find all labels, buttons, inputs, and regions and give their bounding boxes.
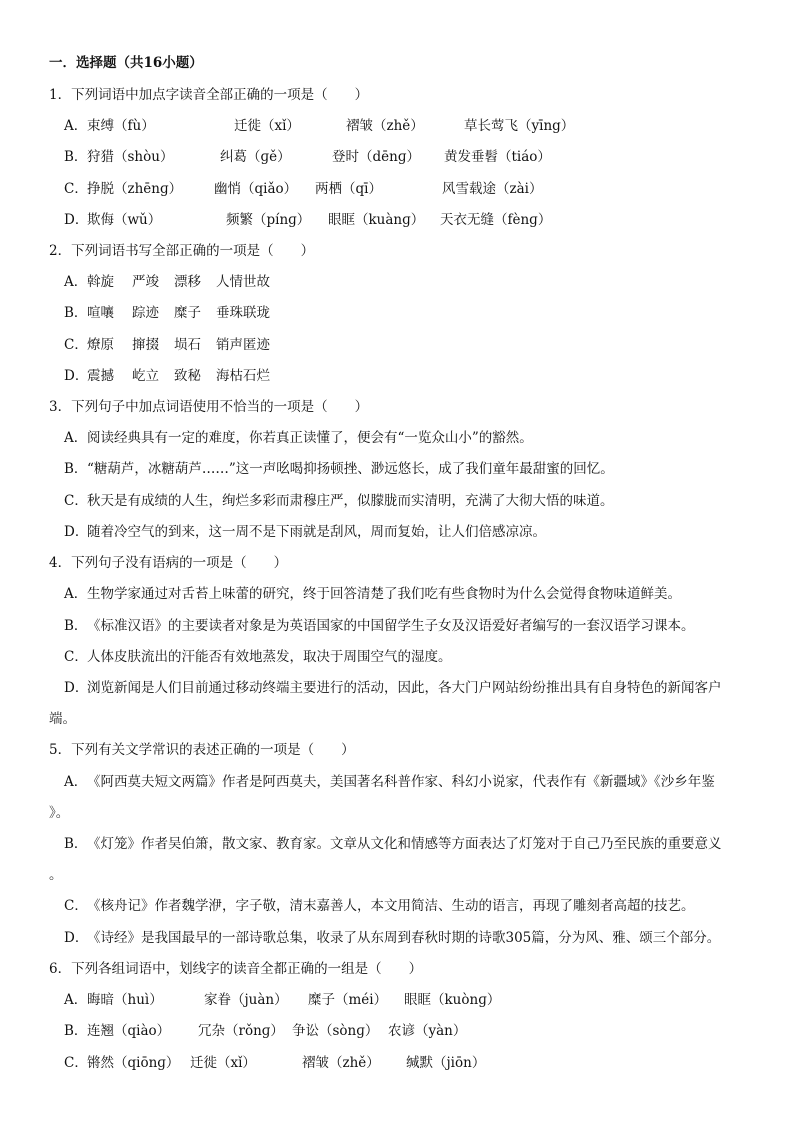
option-label: B．: [64, 149, 88, 165]
option-text: 《灯笼》作者吴伯箫，散文家、教育家。文章从文化和情感等方面表达了灯笼对于自己乃至民族的重要意义: [87, 836, 722, 852]
word-item: 严竣: [132, 274, 159, 290]
word-item: 纠葛（ɡě）: [220, 149, 291, 165]
word-item: 漂移: [174, 274, 201, 290]
word-item: 埙石: [174, 337, 201, 353]
option-label: A．: [64, 586, 88, 602]
option-text: 《核舟记》作者魏学洢，字子敬，清末嘉善人，本文用简洁、生动的语言，再现了雕刻者高超的技艺。: [87, 898, 695, 914]
option-text: “糖葫芦，冰糖葫芦……”这一声吆喝抑扬顿挫、渺远悠长，成了我们童年最甜蜜的回忆。: [87, 461, 614, 477]
word-item: 人情世故: [216, 274, 270, 290]
word-item: 争讼（sònɡ）: [292, 1023, 379, 1039]
word-item: 燎原: [87, 337, 114, 353]
option-text: 生物学家通过对舌苔上味蕾的研究，终于回答清楚了我们吃有些食物时为什么会觉得食物味道鲜美。: [87, 586, 681, 602]
option-label: B．: [64, 618, 88, 634]
option-label: B．: [64, 305, 88, 321]
word-item: 束缚（fù）: [87, 118, 155, 134]
word-item: 两栖（qī）: [315, 181, 382, 197]
option-label: B．: [64, 836, 88, 852]
word-item: 幽悄（qiǎo）: [214, 181, 298, 197]
word-item: 垂珠联珑: [216, 305, 270, 321]
word-item: 狩猎（shòu）: [87, 149, 174, 165]
q4-option-d-continuation: 端。: [49, 711, 76, 727]
word-item: 褶皱（zhě）: [302, 1055, 380, 1071]
word-item: 眼眶（kuònɡ）: [404, 992, 501, 1008]
word-item: 销声匿迹: [216, 337, 270, 353]
question-4-stem: 4．下列句子没有语病的一项是（ ）: [49, 555, 288, 571]
option-label: D．: [64, 524, 89, 540]
word-item: 缄默（jiōn）: [406, 1055, 486, 1071]
option-label: B．: [64, 1023, 88, 1039]
option-text: 随着冷空气的到来，这一周不是下雨就是刮风，周而复始，让人们倍感凉凉。: [87, 524, 546, 540]
word-item: 眼眶（kuànɡ）: [328, 212, 425, 228]
question-3-stem: 3．下列句子中加点词语使用不恰当的一项是（ ）: [49, 399, 369, 415]
q5-option-a-continuation: 》。: [49, 805, 70, 821]
option-label: C．: [64, 493, 88, 509]
word-item: 锵然（qiōnɡ）: [87, 1055, 180, 1071]
option-label: B．: [64, 461, 88, 477]
word-item: 频繁（pínɡ）: [226, 212, 311, 228]
option-label: A．: [64, 430, 88, 446]
option-label: C．: [64, 181, 88, 197]
word-item: 糜子: [174, 305, 201, 321]
word-item: 天衣无缝（fènɡ）: [440, 212, 552, 228]
word-item: 风雪载途（zài）: [442, 181, 543, 197]
word-item: 农谚（yàn）: [388, 1023, 467, 1039]
word-item: 致秘: [174, 368, 201, 384]
word-item: 海枯石烂: [216, 368, 270, 384]
word-item: 踪迹: [132, 305, 159, 321]
option-text: 《诗经》是我国最早的一部诗歌总集，收录了从东周到春秋时期的诗歌305篇，分为风、雅、颂三个部分。: [87, 930, 721, 946]
word-item: 晦暗（huì）: [87, 992, 163, 1008]
option-text: 浏览新闻是人们目前通过移动终端主要进行的活动，因此，各大门户网站纷纷推出具有自身特色的新闻客户: [87, 680, 722, 696]
word-item: 震撼: [87, 368, 114, 384]
option-label: C．: [64, 898, 88, 914]
word-item: 撺掇: [132, 337, 159, 353]
q5-option-b-continuation: 。: [49, 867, 63, 883]
word-item: 草长莺飞（yīng）: [464, 118, 575, 134]
section-title: 一．选择题（共16小题）: [49, 55, 203, 71]
word-item: 糜子（méi）: [308, 992, 388, 1008]
word-item: 屹立: [132, 368, 159, 384]
option-text: 人体皮肤流出的汗能否有效地蒸发，取决于周围空气的湿度。: [87, 649, 452, 665]
question-1-stem: 1．下列词语中加点字读音全部正确的一项是（ ）: [49, 87, 369, 103]
word-item: 黄发垂髫（tiáo）: [444, 149, 551, 165]
word-item: 迁徙（xǐ）: [234, 118, 300, 134]
option-label: D．: [64, 212, 89, 228]
word-item: 登时（dēnɡ）: [332, 149, 420, 165]
word-item: 冗杂（rǒnɡ）: [198, 1023, 284, 1039]
word-item: 斡旋: [87, 274, 114, 290]
option-label: C．: [64, 1055, 88, 1071]
option-text: 《阿西莫夫短文两篇》作者是阿西莫夫，美国著名科普作家、科幻小说家，代表作有《新疆域》《沙乡年鉴: [87, 774, 715, 790]
option-label: A．: [64, 274, 88, 290]
option-text: 秋天是有成绩的人生，绚烂多彩而肃穆庄严，似朦胧而实清明，充满了大彻大悟的味道。: [87, 493, 614, 509]
option-label: C．: [64, 337, 88, 353]
word-item: 家眷（juàn）: [204, 992, 288, 1008]
word-item: 迁徙（xǐ）: [190, 1055, 256, 1071]
word-item: 褶皱（zhě）: [346, 118, 424, 134]
option-label: D．: [64, 368, 89, 384]
word-item: 挣脱（zhēnɡ）: [87, 181, 183, 197]
word-item: 欺侮（wǔ）: [87, 212, 162, 228]
option-label: C．: [64, 649, 88, 665]
option-label: A．: [64, 992, 88, 1008]
question-5-stem: 5．下列有关文学常识的表述正确的一项是（ ）: [49, 742, 355, 758]
option-label: D．: [64, 930, 89, 946]
word-item: 连翘（qiào）: [87, 1023, 171, 1039]
question-6-stem: 6．下列各组词语中，划线字的读音全都正确的一组是（ ）: [49, 961, 423, 977]
option-text: 阅读经典具有一定的难度，你若真正读懂了，便会有“一览众山小”的豁然。: [87, 430, 533, 446]
option-label: A．: [64, 774, 88, 790]
option-label: D．: [64, 680, 89, 696]
word-item: 喧嚷: [87, 305, 114, 321]
option-text: 《标准汉语》的主要读者对象是为英语国家的中国留学生子女及汉语爱好者编写的一套汉语学习课本。: [87, 618, 695, 634]
option-label: A．: [64, 118, 88, 134]
question-2-stem: 2．下列词语书写全部正确的一项是（ ）: [49, 243, 315, 259]
